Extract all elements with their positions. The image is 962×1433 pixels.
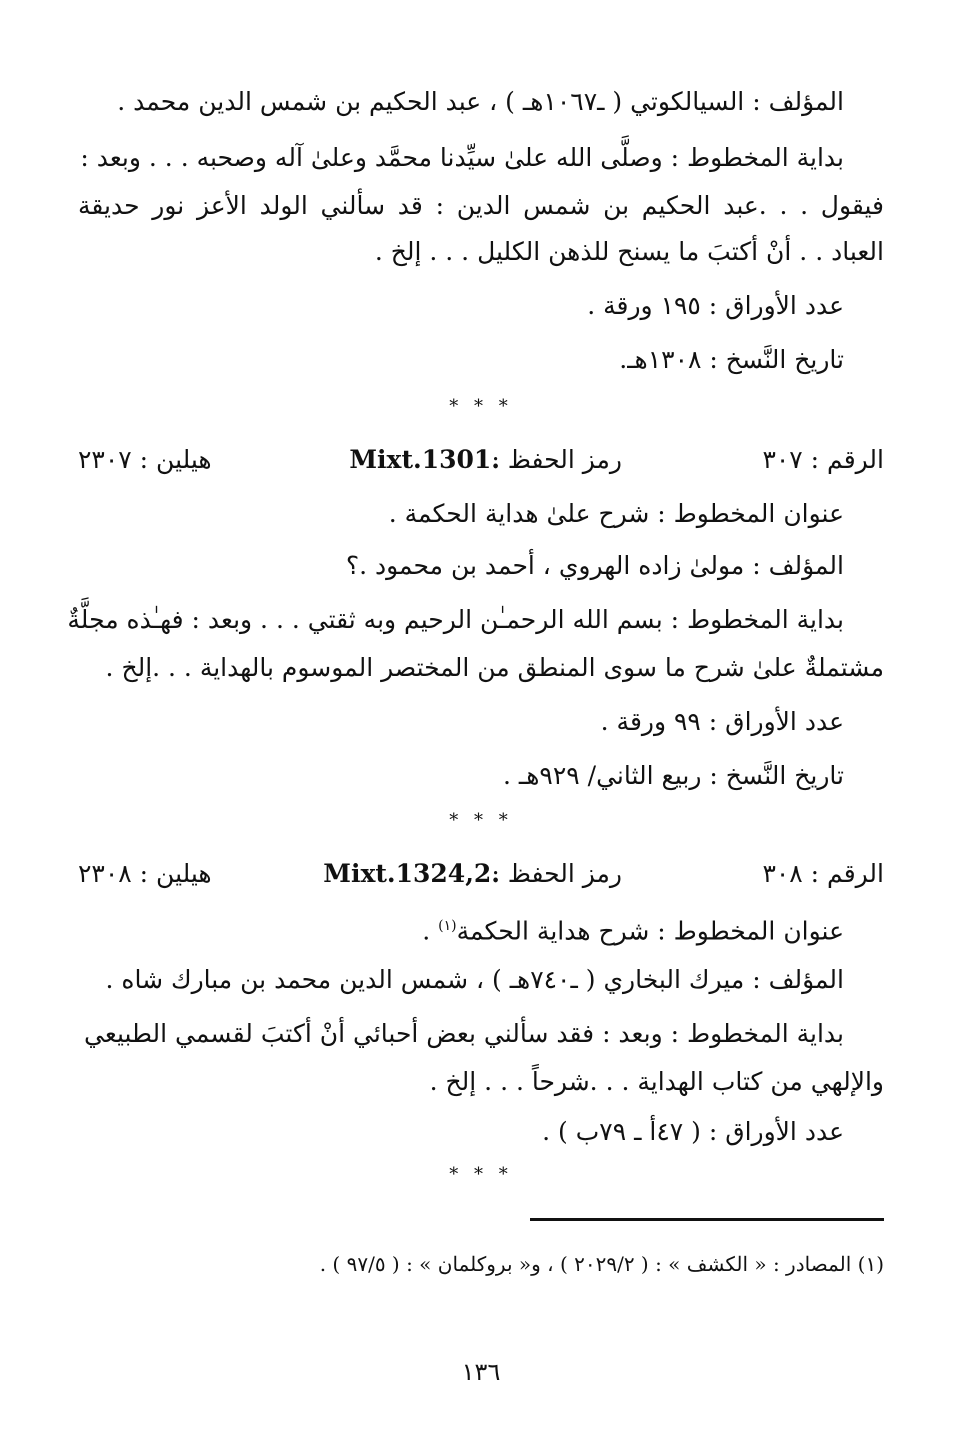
shelfmark-code: Mixt.1301.: [349, 445, 500, 474]
beginning-line: بداية المخطوط : وبعد : فقد سألني بعض أحبائي أنْ أكتبَ لقسمي الطبيعي: [84, 1019, 844, 1048]
entry-header: [78, 854, 884, 894]
title-line: عنوان المخطوط : شرح علىٰ هداية الحكمة .: [388, 499, 844, 528]
title-text: عنوان المخطوط : شرح هداية الحكمة: [456, 916, 844, 946]
beginning-line: والإلهي من كتاب الهداية . . .شرحاً . . . إلخ .: [429, 1067, 884, 1096]
footnote-rule: [530, 1218, 884, 1221]
separator-stars: * * *: [449, 1164, 513, 1185]
shelfmark-code: Mixt.1324,2.: [323, 859, 500, 888]
author-line: المؤلف : السيالكوتي ( ـ١٠٦٧هـ ) ، عبد الحكيم بن شمس الدين محمد .: [117, 87, 844, 116]
shelfmark-label: رمز الحفظ :: [491, 859, 622, 888]
beginning-line: العباد . . أنْ أكتبَ ما يسنح للذهن الكليل . . . إلخ .: [374, 237, 884, 266]
page-number: ١٣٦: [461, 1358, 501, 1386]
entry-number: الرقم : ٣٠٨: [762, 859, 884, 888]
beginning-line: مشتملةٌ علىٰ شرح ما سوى المنطق من المختصر الموسوم بالهداية . . .إلخ .: [105, 653, 884, 682]
haylin-number: هيلين : ٢٣٠٨: [78, 859, 212, 888]
beginning-line: فيقول . . .عبد الحكيم بن شمس الدين : قد سألني الولد الأعز نور حديقة: [78, 191, 884, 220]
haylin-number: هيلين : ٢٣٠٧: [78, 445, 212, 474]
beginning-line: بداية المخطوط : وصلَّى الله علىٰ سيِّدنا محمَّد وعلىٰ آله وصحبه . . . وبعد :: [80, 143, 844, 172]
entry-header: [78, 440, 884, 480]
separator-stars: * * *: [449, 810, 513, 831]
footnote-marker[interactable]: (١): [438, 918, 457, 934]
entry-number: الرقم : ٣٠٧: [762, 445, 884, 474]
title-line: [422, 906, 844, 946]
beginning-line: بداية المخطوط : بسم الله الرحمـٰن الرحيم وبه ثقتي . . . وبعد : فهـٰذه مجلَّةٌ: [67, 605, 844, 634]
folios-line: عدد الأوراق : ( ٤٧أ ـ ٧٩ب ) .: [542, 1117, 844, 1146]
shelfmark-label: رمز الحفظ :: [491, 445, 622, 474]
author-line: المؤلف : ميرك البخاري ( ـ٧٤٠هـ ) ، شمس الدين محمد بن مبارك شاه .: [105, 965, 844, 994]
folios-line: عدد الأوراق : ٩٩ ورقة .: [600, 707, 844, 736]
copy-date-line: تاريخ النَّسخ : ١٣٠٨هـ.: [619, 345, 844, 374]
separator-stars: * * *: [449, 396, 513, 417]
folios-line: عدد الأوراق : ١٩٥ ورقة .: [587, 291, 844, 320]
footnote: (١) المصادر : « الكشف » : ( ٢٠٢٩/٢ ) ، و« بروكلمان » : ( ٩٧/٥ ) .: [319, 1252, 884, 1276]
title-end: .: [422, 916, 439, 946]
author-line: المؤلف : مولىٰ زاده الهروي ، أحمد بن محمود .؟: [345, 551, 844, 580]
copy-date-line: تاريخ النَّسخ : ربيع الثاني/ ٩٢٩هـ .: [503, 761, 844, 790]
